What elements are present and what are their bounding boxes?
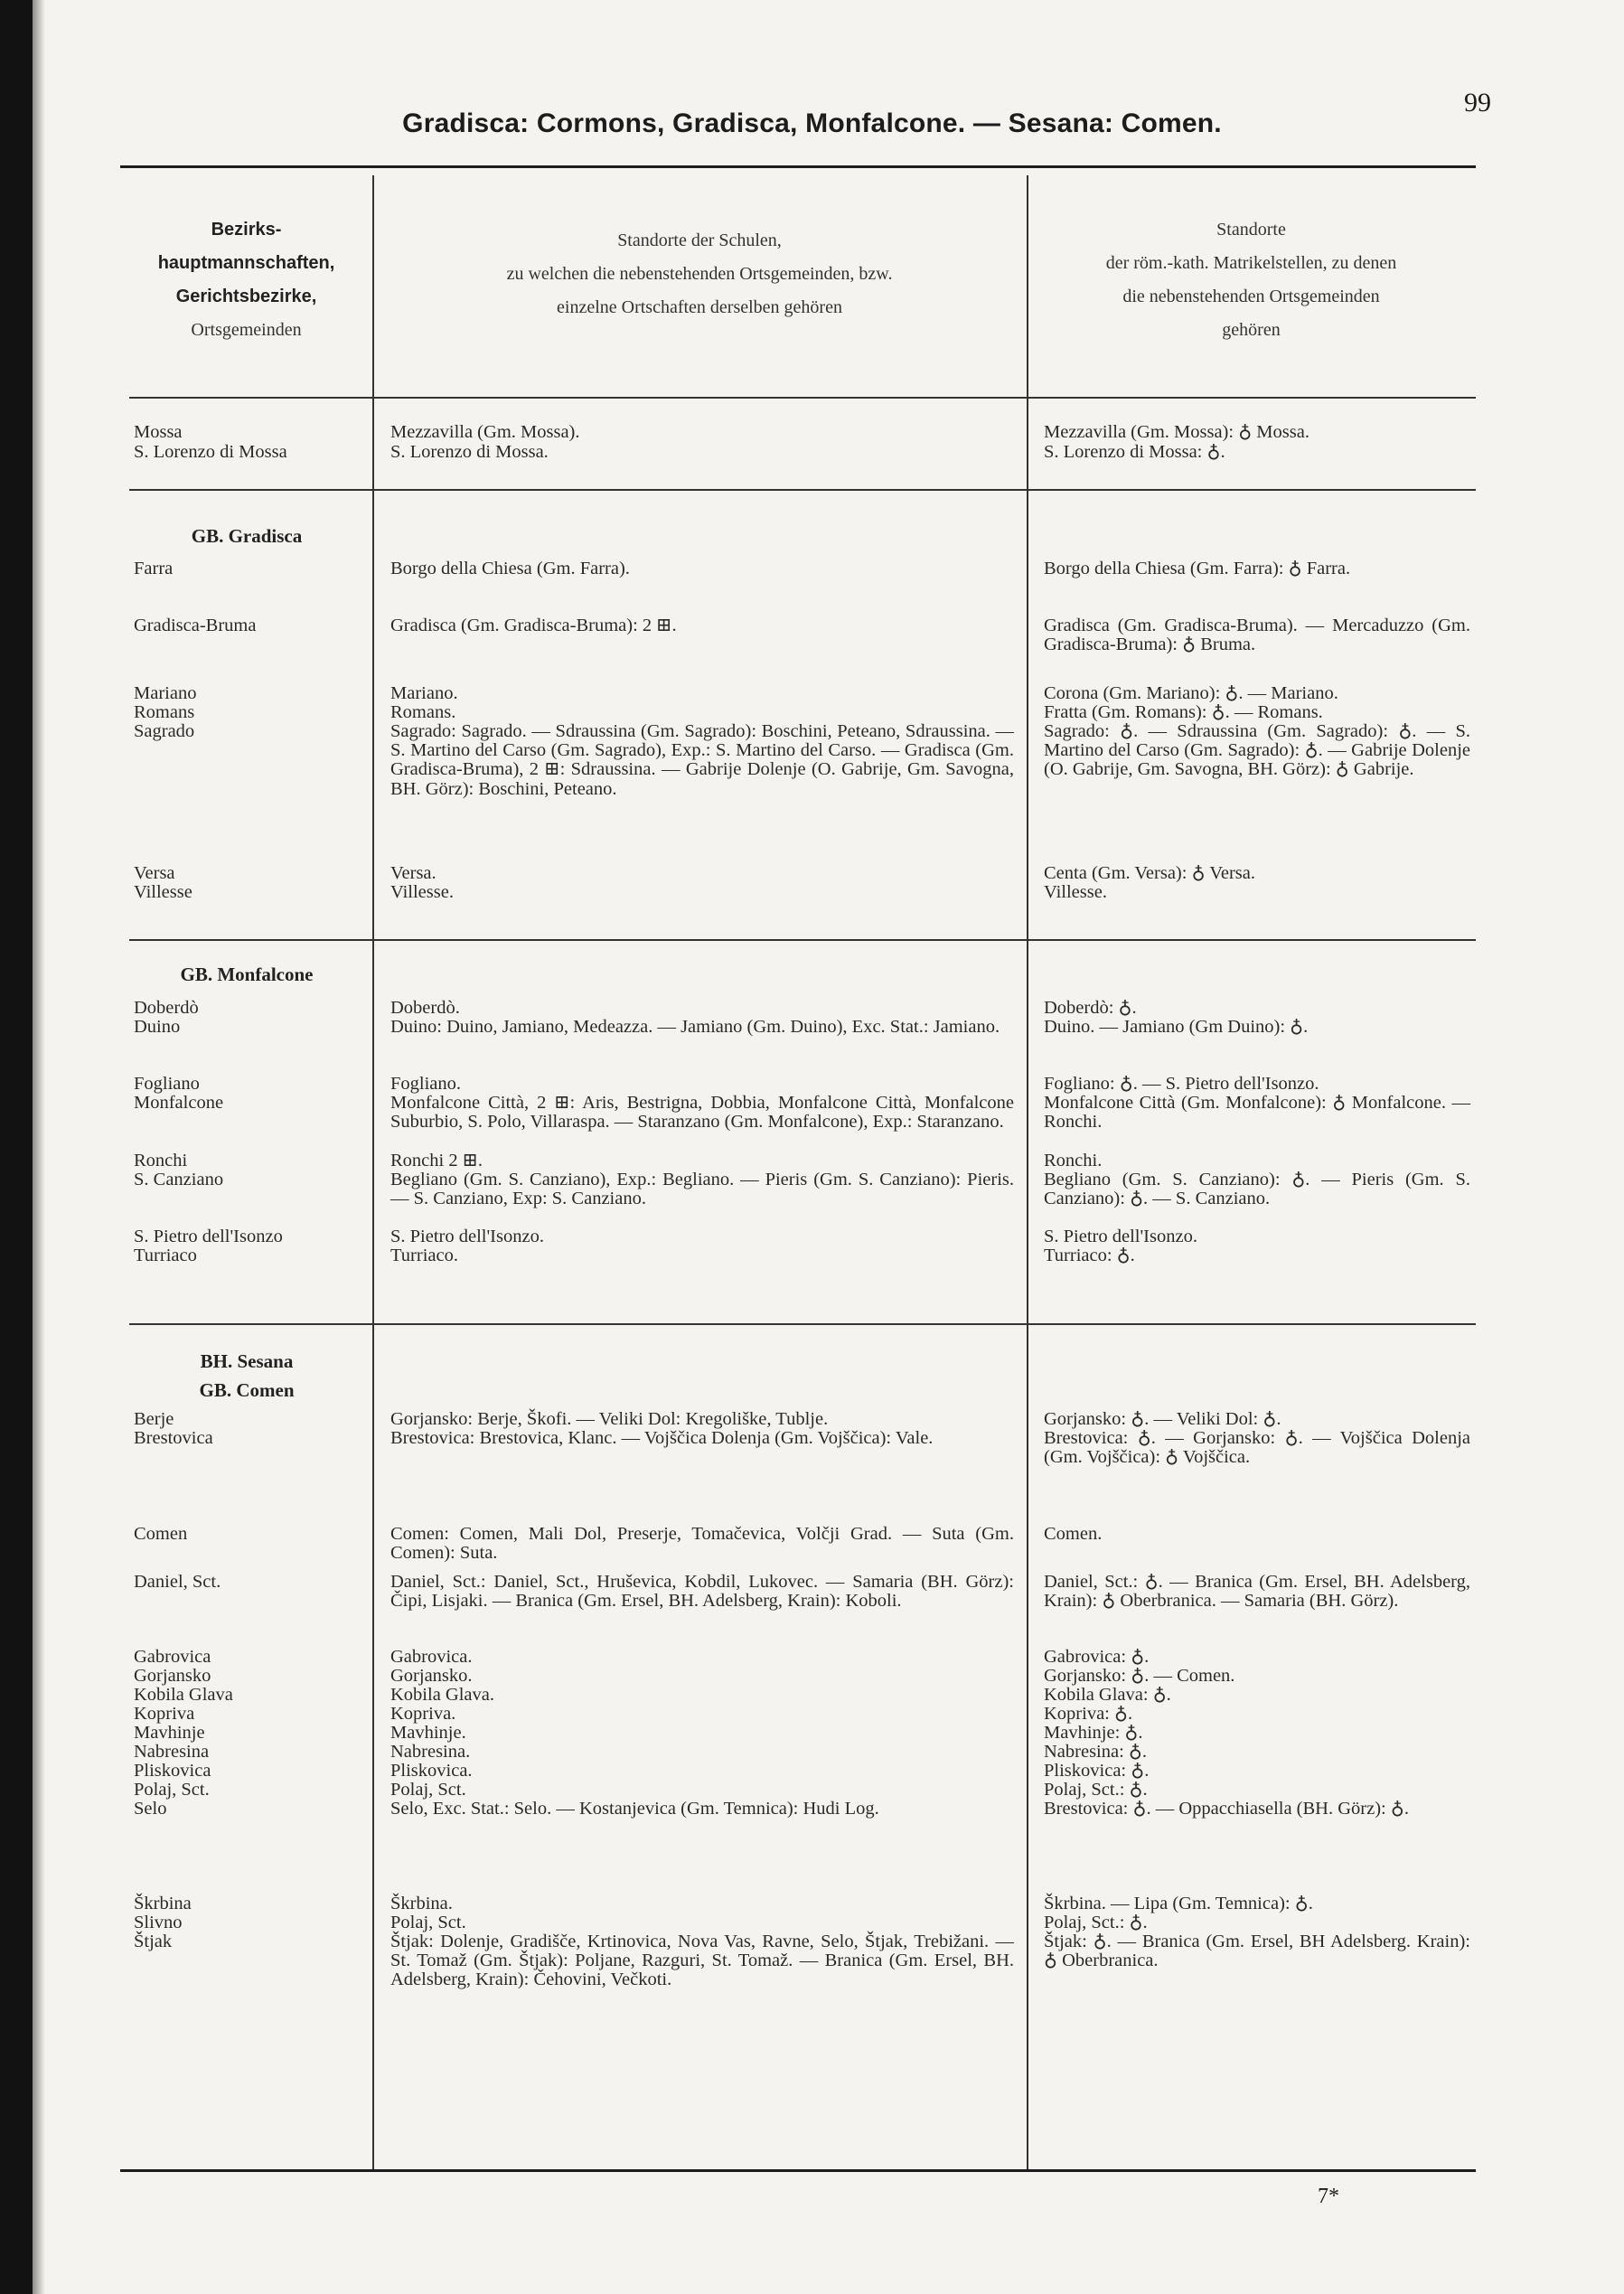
list-item: Daniel, Sct. (134, 1572, 221, 1592)
scan-binding-edge (0, 0, 33, 2294)
list-item: Turriaco. (390, 1246, 458, 1265)
column-divider (1027, 175, 1028, 2169)
list-item: Romans. (390, 702, 456, 722)
group-heading-monfalcone: GB. Monfalcone (180, 964, 314, 985)
list-item: S. Pietro dell'Isonzo. (1044, 1227, 1197, 1246)
list-item: Fogliano. (390, 1074, 462, 1094)
list-item: Pliskovica. (390, 1761, 473, 1781)
list-item: Gorjansko: Berje, Škofi. — Veliki Dol: Kregoliške, Tublje. (390, 1409, 829, 1429)
list-item: Selo, Exc. Stat.: Selo. — Kostanjevica (Gm. Temnica): Hudi Log. (390, 1799, 879, 1819)
list-item: Mezzavilla (Gm. Mossa): ♁ Mossa. (1044, 422, 1310, 442)
list-item: S. Pietro dell'Isonzo. (390, 1227, 544, 1246)
list-item: Gradisca-Bruma (134, 616, 257, 635)
scan-binding-shadow (33, 0, 45, 2294)
list-item: Monfalcone (134, 1093, 224, 1113)
header-line: einzelne Ortschaften derselben gehören (557, 297, 842, 317)
list-item: Kopriva. (390, 1704, 456, 1724)
list-item: Brestovica: ♁. — Oppacchiasella (BH. Görz): ♁. (1044, 1799, 1409, 1819)
list-item: Ronchi. (1044, 1151, 1103, 1171)
list-item: Mossa (134, 422, 183, 442)
list-item: Fogliano: ♁. — S. Pietro dell'Isonzo. (1044, 1074, 1319, 1094)
column-parishes (1044, 0, 1470, 2294)
list-item: Polaj, Sct. (390, 1780, 466, 1800)
list-item: Polaj, Sct.: ♁. (1044, 1913, 1148, 1932)
list-item: Doberdò (134, 998, 199, 1018)
list-item: Kobila Glava (134, 1685, 233, 1705)
list-item: Duino. — Jamiano (Gm Duino): ♁. (1044, 1017, 1309, 1037)
list-item: Sagrado: ♁. — Sdraussina (Gm. Sagrado): ♁. — S. Martino del Carso (Gm. Sagrado): ♁. — Gabrije Dolenje (O. Gabrije, Gm. Savogna, BH. Görz): ♁ Gabrije. (1044, 721, 1470, 780)
list-item: Štjak: Dolenje, Gradišče, Krtinovica, Nova Vas, Ravne, Selo, Štjak, Trebižani. — St. Tomaž (Gm. Štjak): Poljane, Razguri, St. Tomaž. — Branica (Gm. Ersel, BH. Adelsberg, Krain): Čehovini, Večkoti. (390, 1932, 1014, 1990)
list-item: Sagrado: Sagrado. — Sdraussina (Gm. Sagrado): Boschini, Peteano, Sdraussina. — S. Martino del Carso (Gm. Sagrado), Exp.: S. Martino del Carso. — Gradisca (Gm. Gradisca-Bruma), 2 ⊞: Sdraussina. — Gabrije Dolenje (O. Gabrije, Gm. Savogna, BH. Görz): Boschini, Peteano. (390, 721, 1014, 799)
list-item: Comen. (1044, 1524, 1103, 1544)
list-item: Selo (134, 1799, 167, 1819)
list-item: Gorjansko (134, 1666, 211, 1686)
list-item: Gorjansko: ♁. — Comen. (1044, 1666, 1235, 1686)
list-item: Monfalcone Città, 2 ⊞: Aris, Bestrigna, Dobbia, Monfalcone Città, Monfalcone Suburbio, S. Polo, Villaraspa. — Staranzano (Gm. Monfalcone), Exp.: Staranzano. (390, 1093, 1014, 1133)
list-item: Škrbina. (390, 1894, 453, 1913)
page-number: 99 (1464, 88, 1491, 118)
list-item: Nabresina: ♁. (1044, 1742, 1148, 1762)
header-line: die nebenstehenden Ortsgemeinden (1122, 287, 1380, 306)
list-item: Versa. (390, 863, 437, 883)
list-item: Kobila Glava. (390, 1685, 494, 1705)
group-heading-comen: GB. Comen (199, 1379, 295, 1401)
header-line: Standorte (1216, 220, 1286, 240)
list-item: Kopriva: ♁. (1044, 1704, 1133, 1724)
list-item: Škrbina (134, 1894, 192, 1913)
column-places (134, 0, 360, 2294)
list-item: Centa (Gm. Versa): ♁ Versa. (1044, 863, 1255, 883)
list-item: Daniel, Sct.: Daniel, Sct., Hruševica, Kobdil, Lukovec. — Samaria (BH. Görz): Čipi, Lisjaki. — Branica (Gm. Ersel, BH. Adelsberg, Krain): Koboli. (390, 1572, 1014, 1612)
list-item: Nabresina (134, 1742, 210, 1762)
list-item: Mavhinje (134, 1723, 205, 1743)
list-item: Brestovica: Brestovica, Klanc. — Vojščica Dolenja (Gm. Vojščica): Vale. (390, 1428, 934, 1448)
list-item: Polaj, Sct. (390, 1913, 466, 1932)
list-item: Daniel, Sct.: ♁. — Branica (Gm. Ersel, BH. Adelsberg, Krain): ♁ Oberbranica. — Samaria (BH. Görz). (1044, 1572, 1470, 1612)
list-item: Mezzavilla (Gm. Mossa). (390, 422, 580, 442)
list-item: S. Lorenzo di Mossa: ♁. (1044, 442, 1225, 462)
header-line: hauptmannschaften, (157, 253, 335, 273)
list-item: Škrbina. — Lipa (Gm. Temnica): ♁. (1044, 1894, 1313, 1913)
list-item: Gabrovica. (390, 1647, 473, 1667)
list-item: Gabrovica (134, 1647, 211, 1667)
list-item: Berje (134, 1409, 174, 1429)
list-item: Turriaco (134, 1246, 197, 1265)
list-item: Romans (134, 702, 195, 722)
list-item: Brestovica (134, 1428, 213, 1448)
list-item: S. Lorenzo di Mossa (134, 442, 287, 462)
list-item: Gabrovica: ♁. (1044, 1647, 1150, 1667)
list-item: S. Pietro dell'Isonzo (134, 1227, 283, 1246)
header-line: Bezirks- (211, 220, 282, 240)
list-item: Slivno (134, 1913, 183, 1932)
list-item: Comen: Comen, Mali Dol, Preserje, Tomačevica, Volčji Grad. — Suta (Gm. Comen): Suta. (390, 1524, 1014, 1564)
list-item: Begliano (Gm. S. Canziano): ♁. — Pieris (Gm. S. Canziano): ♁. — S. Canziano. (1044, 1170, 1470, 1209)
header-line: Gerichtsbezirke, (175, 287, 317, 306)
list-item: Gradisca (Gm. Gradisca-Bruma): 2 ⊞. (390, 616, 677, 635)
list-item: Gradisca (Gm. Gradisca-Bruma). — Mercaduzzo (Gm. Gradisca-Bruma): ♁ Bruma. (1044, 616, 1470, 655)
list-item: Versa (134, 863, 175, 883)
list-item: Pliskovica: ♁. (1044, 1761, 1150, 1781)
list-item: Comen (134, 1524, 188, 1544)
list-item: Mariano (134, 683, 197, 703)
list-item: Villesse (134, 882, 192, 902)
list-item: Štjak (134, 1932, 173, 1951)
list-item: Doberdò. (390, 998, 460, 1018)
list-item: Farra (134, 559, 174, 578)
list-item: Pliskovica (134, 1761, 211, 1781)
list-item: Borgo della Chiesa (Gm. Farra): ♁ Farra. (1044, 559, 1351, 578)
list-item: Duino (134, 1017, 181, 1037)
list-item: Ronchi 2 ⊞. (390, 1151, 483, 1171)
list-item: Duino: Duino, Jamiano, Medeazza. — Jamiano (Gm. Duino), Exc. Stat.: Jamiano. (390, 1017, 1000, 1037)
group-heading-sesana: BH. Sesana (200, 1350, 294, 1372)
header-line: Ortsgemeinden (191, 320, 302, 340)
list-item: Villesse. (390, 882, 454, 902)
header-line: Standorte der Schulen, (617, 230, 782, 250)
header-line: gehören (1222, 320, 1281, 340)
list-item: Mavhinje. (390, 1723, 466, 1743)
list-item: Doberdò: ♁. (1044, 998, 1137, 1018)
list-item: Villesse. (1044, 882, 1107, 902)
list-item: Corona (Gm. Mariano): ♁. — Mariano. (1044, 683, 1338, 703)
list-item: Borgo della Chiesa (Gm. Farra). (390, 559, 630, 578)
list-item: Brestovica: ♁. — Gorjansko: ♁. — Vojščica Dolenja (Gm. Vojščica): ♁ Vojščica. (1044, 1428, 1470, 1468)
list-item: Begliano (Gm. S. Canziano), Exp.: Begliano. — Pieris (Gm. S. Canziano): Pieris. — S. Canziano, Exp: S. Canziano. (390, 1170, 1014, 1209)
list-item: S. Canziano (134, 1170, 224, 1189)
list-item: Ronchi (134, 1151, 188, 1171)
folio-mark: 7* (1318, 2185, 1339, 2208)
list-item: Fratta (Gm. Romans): ♁. — Romans. (1044, 702, 1323, 722)
list-item: Monfalcone Città (Gm. Monfalcone): ♁ Monfalcone. — Ronchi. (1044, 1093, 1470, 1133)
column-divider (372, 175, 374, 2169)
page-title: Gradisca: Cormons, Gradisca, Monfalcone. — Sesana: Comen. (402, 108, 1222, 138)
list-item: Polaj, Sct. (134, 1780, 210, 1800)
list-item: Fogliano (134, 1074, 200, 1094)
list-item: S. Lorenzo di Mossa. (390, 442, 549, 462)
list-item: Mariano. (390, 683, 458, 703)
list-item: Sagrado (134, 721, 195, 741)
header-line: zu welchen die nebenstehenden Ortsgemeinden, bzw. (506, 264, 893, 284)
list-item: Štjak: ♁. — Branica (Gm. Ersel, BH Adelsberg. Krain): ♁ Oberbranica. (1044, 1932, 1470, 1971)
list-item: Gorjansko: ♁. — Veliki Dol: ♁. (1044, 1409, 1281, 1429)
list-item: Gorjansko. (390, 1666, 473, 1686)
list-item: Mavhinje: ♁. (1044, 1723, 1143, 1743)
list-item: Turriaco: ♁. (1044, 1246, 1135, 1265)
list-item: Nabresina. (390, 1742, 471, 1762)
header-line: der röm.-kath. Matrikelstellen, zu denen (1105, 253, 1397, 273)
list-item: Kobila Glava: ♁. (1044, 1685, 1171, 1705)
group-heading-gradisca: GB. Gradisca (191, 525, 303, 547)
column-schools (390, 0, 1014, 2294)
list-item: Polaj, Sct.: ♁. (1044, 1780, 1148, 1800)
list-item: Kopriva (134, 1704, 195, 1724)
